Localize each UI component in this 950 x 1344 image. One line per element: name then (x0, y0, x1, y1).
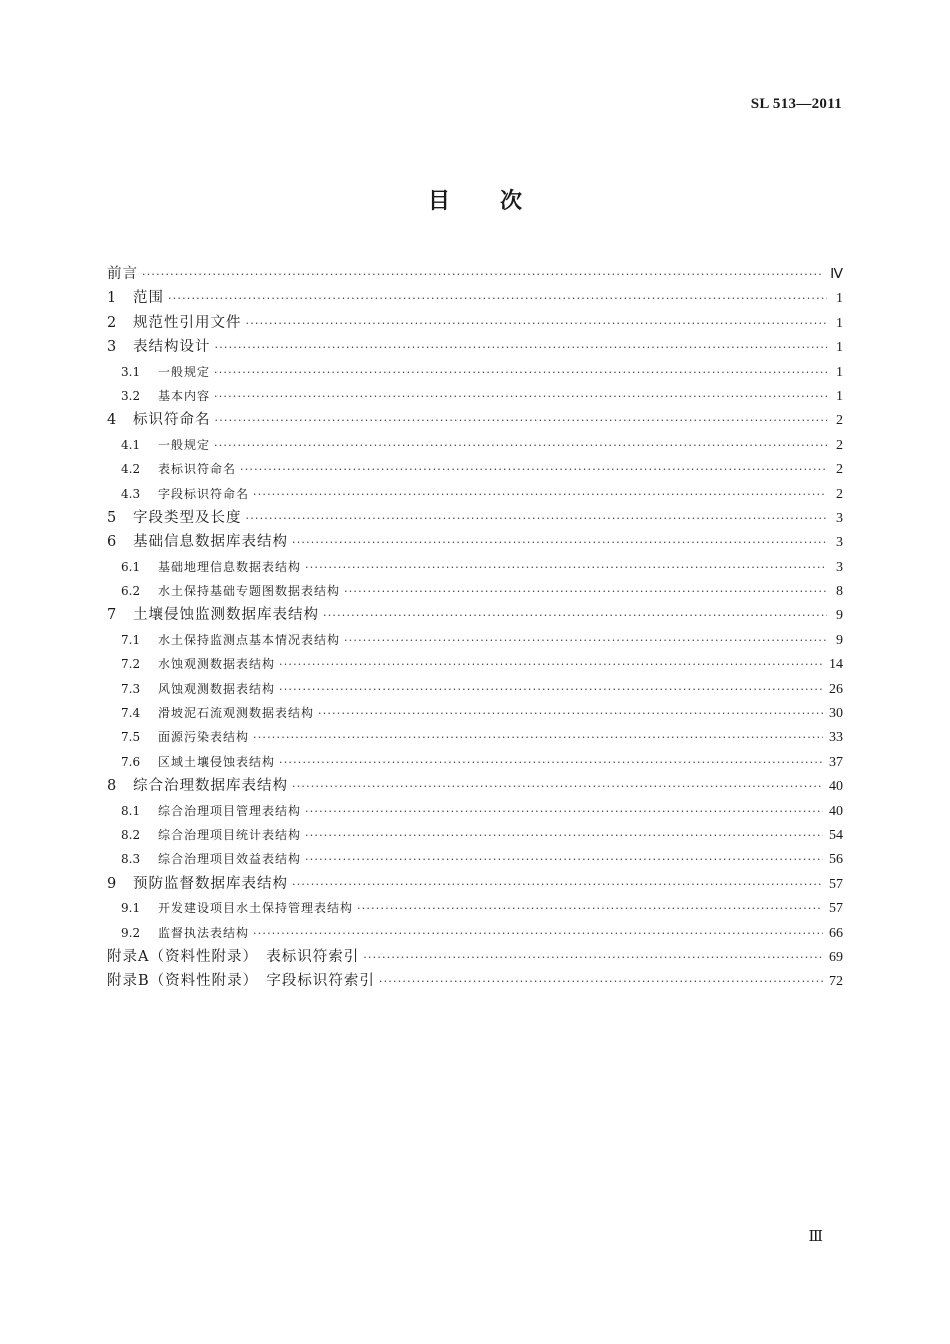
toc-entry-label: 基础信息数据库表结构 (133, 534, 288, 551)
toc-leader-dots (363, 946, 823, 970)
toc-entry-page: 3 (836, 559, 843, 575)
toc-entry-label: 表标识符命名 (158, 462, 237, 477)
toc-leader-dots (215, 409, 828, 433)
standard-code: SL 513—2011 (750, 96, 842, 112)
toc-entry-label: 滑坡泥石流观测数据表结构 (158, 706, 315, 721)
toc-entry-number: 7.1 (121, 632, 141, 647)
toc-leader-dots (246, 507, 828, 531)
toc-entry-page: 1 (836, 291, 843, 307)
toc-entry-label: 水土保持基础专题图数据表结构 (158, 584, 341, 599)
toc-entry-number: 7.3 (121, 681, 141, 696)
toc-leader-dots (323, 604, 827, 628)
toc-leader-dots (215, 336, 828, 360)
toc-entry-page: 40 (829, 779, 843, 795)
toc-entry-number: 4.2 (121, 462, 141, 477)
toc-entry-label: 表结构设计 (133, 339, 211, 356)
toc-entry[interactable] (107, 579, 843, 603)
toc-entry-label: 一般规定 (158, 437, 211, 452)
toc-entry[interactable] (107, 457, 843, 481)
toc-entry-page: 37 (829, 754, 843, 770)
toc-entry-number: 7.5 (121, 730, 141, 745)
toc-entry-number: 9.2 (121, 925, 141, 940)
toc-leader-dots (240, 458, 827, 482)
toc-entry-number: 4.3 (121, 486, 141, 501)
page-title: 目次 (427, 189, 572, 214)
toc-leader-dots (344, 580, 827, 604)
toc-entry[interactable] (107, 750, 843, 774)
toc-entry-page: 69 (829, 949, 843, 965)
toc-entry-page: 40 (829, 803, 843, 819)
toc-entry-page: 54 (829, 827, 843, 843)
toc-entry-label: 综合治理数据库表结构 (133, 778, 288, 795)
toc-entry[interactable] (107, 506, 843, 530)
toc-entry[interactable] (107, 628, 843, 652)
toc-entry-label: 前言 (107, 266, 138, 282)
toc-entry-label: 字段类型及长度 (133, 509, 242, 526)
toc-leader-dots (292, 873, 823, 897)
toc-entry-label: 一般规定 (158, 364, 211, 379)
toc-leader-dots (279, 678, 823, 702)
toc-leader-dots (305, 824, 823, 848)
toc-entry-number: 7.4 (121, 706, 141, 721)
toc-leader-dots (379, 970, 823, 994)
toc-entry-number: 8.3 (121, 852, 141, 867)
toc-entry[interactable] (107, 872, 843, 896)
toc-entry-page: 14 (829, 657, 843, 673)
toc-leader-dots (305, 556, 827, 580)
toc-entry-number: 2 (107, 314, 117, 331)
toc-entry-number: 6.2 (121, 584, 141, 599)
toc-entry-label: 水土保持监测点基本情况表结构 (158, 632, 341, 647)
toc-entry[interactable] (107, 921, 843, 945)
toc-entry-number: 8.1 (121, 803, 141, 818)
toc-leader-dots (214, 361, 827, 385)
toc-entry[interactable] (107, 482, 843, 506)
toc-entry-label: 区域土壤侵蚀表结构 (158, 754, 276, 769)
toc-entry-page: 1 (836, 340, 843, 356)
toc-entry-page: 9 (836, 608, 843, 624)
toc-entry-number: 1 (107, 290, 117, 307)
toc-entry[interactable] (107, 555, 843, 579)
toc-leader-dots (318, 702, 823, 726)
toc-entry-number: 9.1 (121, 901, 141, 916)
toc-entry-page: 1 (836, 364, 843, 380)
toc-entry-label: 面源污染表结构 (158, 730, 250, 745)
toc-entry-label: 预防监督数据库表结构 (133, 875, 288, 892)
toc-entry-number: 8 (107, 778, 117, 795)
toc-entry[interactable] (107, 945, 843, 969)
toc-entry-label: 标识符命名 (133, 412, 211, 429)
toc-entry[interactable] (107, 725, 843, 749)
toc-entry-page: 8 (836, 584, 843, 600)
toc-entry-number: 4 (107, 412, 117, 429)
page-number: Ⅲ (808, 1229, 823, 1245)
toc-entry-page: 33 (829, 730, 843, 746)
toc-entry[interactable] (107, 701, 843, 725)
toc-entry-label: 土壤侵蚀监测数据库表结构 (133, 607, 319, 624)
toc-entry[interactable] (107, 896, 843, 920)
toc-entry-page: 2 (836, 462, 843, 478)
toc-entry-label: 基础地理信息数据表结构 (158, 559, 302, 574)
toc-entry[interactable] (107, 652, 843, 676)
toc-entry-page: 1 (836, 388, 843, 404)
toc-entry-page: 9 (836, 632, 843, 648)
toc-entry-number: 6.1 (121, 559, 141, 574)
toc-leader-dots (253, 483, 827, 507)
toc-entry-page: 66 (829, 925, 843, 941)
toc-entry-number: 5 (107, 509, 117, 526)
toc-leader-dots (305, 800, 823, 824)
toc-entry-number: 3.1 (121, 364, 141, 379)
toc-entry-label: 水蚀观测数据表结构 (158, 657, 276, 672)
toc-entry-label: 监督执法表结构 (158, 925, 250, 940)
toc-entry[interactable] (107, 433, 843, 457)
toc-entry-page: 57 (829, 876, 843, 892)
toc-leader-dots (279, 751, 823, 775)
toc-entry-page: 3 (836, 510, 843, 526)
toc-entry-page: 2 (836, 437, 843, 453)
toc-leader-dots (214, 385, 827, 409)
toc-entry-label: 附录B（资料性附录） 字段标识符索引 (107, 973, 375, 990)
toc-entry-page: 26 (829, 681, 843, 697)
toc-leader-dots (168, 287, 827, 311)
toc-entry-label: 基本内容 (158, 388, 211, 403)
toc-entry[interactable] (107, 530, 843, 554)
toc-entry-number: 9 (107, 875, 117, 892)
toc-entry[interactable] (107, 408, 843, 432)
toc-leader-dots (305, 848, 823, 872)
toc-entry-page: 3 (836, 535, 843, 551)
toc-entry-page: 57 (829, 901, 843, 917)
toc-entry-page: 72 (829, 974, 843, 990)
toc-entry[interactable] (107, 847, 843, 871)
toc-entry-page: 56 (829, 852, 843, 868)
toc-entry-page: 2 (836, 413, 843, 429)
toc-leader-dots (214, 434, 827, 458)
toc-entry-page: Ⅳ (830, 267, 843, 282)
toc-entry-number: 3 (107, 339, 117, 356)
toc-entry-label: 字段标识符命名 (158, 486, 250, 501)
toc-leader-dots (142, 263, 824, 287)
toc-entry-number: 8.2 (121, 827, 141, 842)
toc-entry[interactable] (107, 603, 843, 627)
toc-entry-label: 风蚀观测数据表结构 (158, 681, 276, 696)
toc-entry-number: 3.2 (121, 388, 141, 403)
toc-entry-label: 规范性引用文件 (133, 314, 242, 331)
toc-leader-dots (292, 531, 827, 555)
toc-entry[interactable] (107, 335, 843, 359)
toc-entry[interactable] (107, 774, 843, 798)
toc-entry-page: 30 (829, 706, 843, 722)
toc-entry-number: 7.6 (121, 754, 141, 769)
toc-entry-page: 2 (836, 486, 843, 502)
toc-entry-label: 综合治理项目管理表结构 (158, 803, 302, 818)
toc-entry[interactable] (107, 286, 843, 310)
toc-leader-dots (246, 312, 828, 336)
toc-leader-dots (344, 629, 827, 653)
toc-entry[interactable] (107, 311, 843, 335)
toc-entry-number: 7 (107, 607, 117, 624)
toc-entry-label: 范围 (133, 290, 164, 307)
toc-entry[interactable] (107, 823, 843, 847)
toc-entry[interactable] (107, 384, 843, 408)
toc-entry[interactable] (107, 262, 843, 286)
toc-entry-label: 附录A（资料性附录） 表标识符索引 (107, 948, 360, 965)
table-of-contents (107, 262, 843, 994)
toc-entry[interactable] (107, 677, 843, 701)
toc-leader-dots (292, 775, 823, 799)
toc-leader-dots (253, 726, 823, 750)
toc-leader-dots (253, 922, 823, 946)
toc-entry[interactable] (107, 799, 843, 823)
toc-leader-dots (357, 897, 823, 921)
toc-entry-page: 1 (836, 315, 843, 331)
toc-leader-dots (279, 653, 823, 677)
toc-entry-number: 7.2 (121, 657, 141, 672)
toc-entry-label: 开发建设项目水土保持管理表结构 (158, 901, 354, 916)
toc-entry-number: 4.1 (121, 437, 141, 452)
toc-entry-label: 综合治理项目统计表结构 (158, 827, 302, 842)
toc-entry[interactable] (107, 969, 843, 993)
toc-entry-label: 综合治理项目效益表结构 (158, 852, 302, 867)
toc-entry-number: 6 (107, 534, 117, 551)
toc-entry[interactable] (107, 360, 843, 384)
